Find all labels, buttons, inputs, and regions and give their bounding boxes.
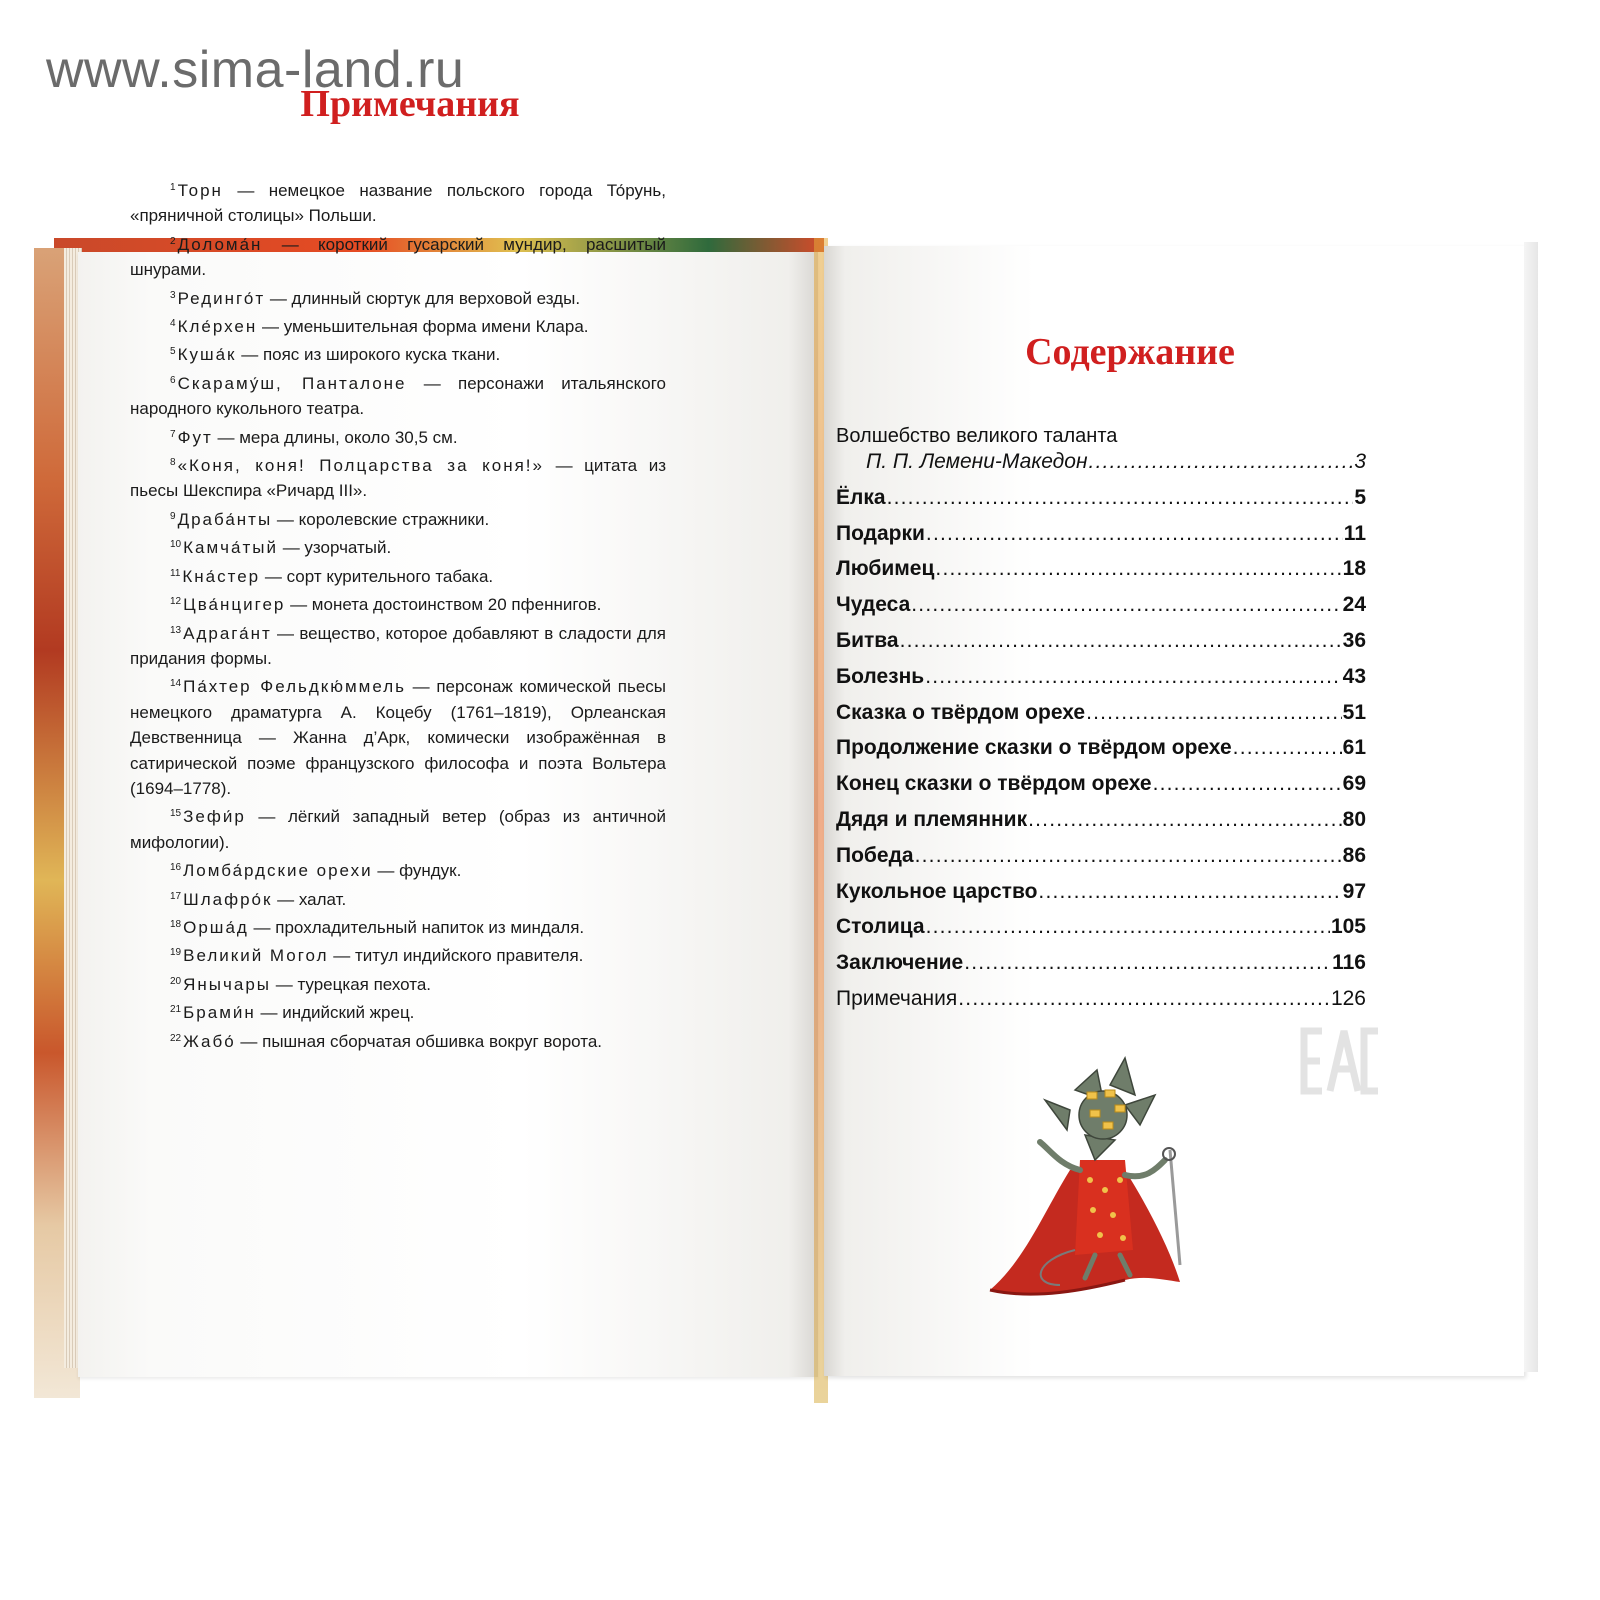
note-number: 9 (170, 510, 176, 522)
toc-entry (836, 808, 1366, 844)
toc-head: Волшебство великого таланта (836, 425, 1118, 447)
toc-entry-page: 43 (1342, 664, 1366, 688)
note-item (130, 618, 666, 672)
toc-entry-title: П. П. Лемени-Македон (866, 450, 1088, 473)
notes-list (130, 175, 666, 1054)
note-item (130, 504, 666, 532)
note-term: Камча́тый (183, 538, 278, 558)
note-text: — лёгкий западный ветер (образ из античной мифологии). (130, 807, 666, 852)
note-item (130, 175, 666, 229)
toc-entry (836, 665, 1366, 701)
toc-entry (836, 701, 1366, 737)
right-page-edge (1524, 242, 1538, 1372)
toc-leader-dots (1038, 880, 1341, 904)
toc-entry-page: 61 (1342, 736, 1366, 760)
note-item (130, 532, 666, 560)
toc-leader-dots (958, 987, 1330, 1011)
toc-entry-title: Столица (836, 915, 925, 939)
note-text: — мера длины, около 30,5 см. (212, 427, 458, 447)
toc-entry-page: 5 (1354, 485, 1366, 509)
toc-entry-page: 3 (1354, 450, 1366, 473)
toc-entry (836, 915, 1366, 951)
toc-entry-title: Продолжение сказки о твёрдом орехе (836, 736, 1232, 760)
toc-entry-title: Чудеса (836, 593, 911, 617)
note-text: — узорчатый. (277, 538, 392, 558)
note-text: — королевские стражники. (272, 509, 490, 529)
note-number: 14 (170, 678, 182, 690)
note-number: 11 (170, 567, 181, 579)
toc-entry-page: 69 (1342, 772, 1366, 796)
note-item (130, 884, 666, 912)
note-term: Ломба́рдские орехи (183, 861, 373, 881)
note-text: — вещество, которое добавляют в сладости для придания формы. (130, 623, 666, 668)
note-item (130, 1026, 666, 1054)
toc-entry-title: Подарки (836, 521, 925, 545)
note-term: Шлафро́к (183, 889, 273, 909)
note-item (130, 283, 666, 311)
note-term: «Коня, коня! Полцарства за коня!» (177, 456, 544, 476)
toc-entry (836, 951, 1366, 987)
toc-entry (836, 450, 1366, 486)
toc-leader-dots (964, 951, 1331, 975)
note-text: — длинный сюртук для верховой езды. (265, 288, 581, 308)
toc-entry-title: Победа (836, 843, 914, 867)
note-term: Адрага́нт (183, 623, 272, 643)
note-number: 21 (170, 1004, 182, 1016)
toc-entry (836, 486, 1366, 522)
note-text: — фундук. (372, 861, 462, 881)
note-item (130, 229, 666, 283)
toc-entry-page: 51 (1342, 700, 1366, 724)
note-term: Рединго́т (177, 288, 266, 308)
note-number: 17 (170, 890, 182, 902)
note-term: Зефи́р (183, 807, 246, 827)
note-term: Долома́н (177, 234, 263, 254)
note-text: — титул индийского правителя. (328, 946, 584, 966)
note-item (130, 589, 666, 617)
note-item (130, 368, 666, 422)
toc-title: Содержание (1025, 331, 1235, 373)
note-item (130, 940, 666, 968)
note-number: 8 (170, 457, 176, 469)
note-term: Янычары (183, 974, 271, 994)
note-item (130, 855, 666, 883)
table-of-contents (836, 422, 1366, 1023)
note-item (130, 801, 666, 855)
note-text: — индийский жрец. (255, 1003, 415, 1023)
note-term: Куша́к (177, 345, 237, 365)
note-text: — пояс из широкого куска ткани. (236, 345, 501, 365)
toc-entry (836, 880, 1366, 916)
toc-entry-page: 24 (1342, 593, 1366, 617)
note-item (130, 311, 666, 339)
toc-entry-page: 80 (1342, 807, 1366, 831)
note-number: 12 (170, 596, 182, 608)
mouse-king-illustration (975, 1050, 1255, 1310)
toc-entry (836, 736, 1366, 772)
toc-entry-title: Кукольное царство (836, 879, 1038, 903)
toc-entry-title: Заключение (836, 951, 964, 975)
note-number: 16 (170, 862, 182, 874)
note-text: — немецкое название польского города То́рунь, «пряничной столицы» Польши. (130, 181, 666, 226)
note-term: Цва́нцигер (183, 595, 286, 615)
toc-entry-title: Примечания (836, 986, 958, 1010)
note-item (130, 671, 666, 801)
toc-entry (836, 557, 1366, 593)
toc-leader-dots (1233, 736, 1342, 760)
note-term: Орша́д (183, 917, 249, 937)
note-number: 3 (170, 289, 176, 301)
toc-entry-page: 36 (1342, 628, 1366, 652)
note-text: — пышная сборчатая обшивка вокруг ворота. (235, 1031, 603, 1051)
note-text: — короткий гусарский мундир, расшитый шнурами. (130, 234, 666, 280)
toc-entry-title: Сказка о твёрдом орехе (836, 700, 1086, 724)
notes-title: Примечания (300, 83, 520, 125)
toc-entry (836, 522, 1366, 558)
toc-leader-dots (1153, 772, 1342, 796)
note-text: — халат. (272, 889, 347, 909)
note-number: 7 (170, 428, 176, 440)
note-number: 2 (170, 235, 176, 247)
toc-entry-title: Любимец (836, 557, 935, 581)
note-item (130, 997, 666, 1025)
toc-entry-page: 97 (1342, 879, 1366, 903)
toc-leader-dots (1028, 808, 1342, 832)
note-number: 22 (170, 1032, 182, 1044)
note-number: 19 (170, 947, 182, 959)
note-item (130, 450, 666, 504)
note-text: — турецкая пехота. (271, 974, 432, 994)
note-number: 15 (170, 808, 182, 820)
note-term: Великий Могол (183, 946, 329, 966)
note-term: Жабо́ (183, 1031, 236, 1051)
note-term: Брами́н (183, 1003, 256, 1023)
toc-entry-title: Конец сказки о твёрдом орехе (836, 772, 1152, 796)
toc-entry-page: 116 (1332, 951, 1366, 975)
note-term: Фут (177, 427, 213, 447)
toc-leader-dots (925, 665, 1341, 689)
toc-leader-dots (1089, 450, 1354, 474)
note-number: 1 (170, 182, 176, 193)
toc-entry-page: 126 (1330, 986, 1366, 1010)
note-number: 10 (170, 539, 182, 551)
toc-entry (836, 593, 1366, 629)
note-item (130, 339, 666, 367)
note-text: — персонаж комической пьесы немецкого драматурга А. Коцебу (1761–1819), Орлеанская Девственница — Жанна д’Арк, комически изображённая в сатирической поэме французского философа и поэта Вольтера (1694–1778). (130, 677, 667, 798)
note-text: — сорт курительного табака. (260, 566, 494, 586)
note-number: 6 (170, 374, 176, 386)
note-term: Драба́нты (177, 509, 273, 529)
toc-entry-page: 11 (1343, 521, 1366, 545)
toc-entry-page: 86 (1342, 843, 1366, 867)
note-text: — персонажи итальянского народного кукольного театра. (130, 373, 666, 419)
note-item (130, 422, 666, 450)
toc-entry (836, 772, 1366, 808)
toc-entry (836, 844, 1366, 880)
toc-leader-dots (911, 593, 1341, 617)
note-term: Кле́рхен (177, 317, 258, 337)
toc-entry-title: Битва (836, 628, 899, 652)
toc-entry-page: 105 (1330, 915, 1366, 939)
toc-leader-dots (926, 522, 1343, 546)
note-term: Скараму́ш, Панталоне (177, 373, 407, 393)
note-text: — монета достоинством 20 пфеннигов. (285, 595, 602, 615)
note-text: — прохладительный напиток из миндаля. (248, 917, 585, 937)
toc-entry (836, 629, 1366, 665)
note-term: Па́хтер Фельдкю́ммель (183, 677, 407, 697)
toc-entry-page: 18 (1342, 557, 1366, 581)
toc-leader-dots (900, 629, 1342, 653)
toc-leader-dots (935, 557, 1341, 581)
note-text: — цитата из пьесы Шекспира «Ричард III». (130, 456, 666, 501)
note-term: Кна́стер (182, 566, 261, 586)
note-item (130, 969, 666, 997)
note-text: — уменьшительная форма имени Клара. (257, 317, 589, 337)
toc-entry (836, 987, 1366, 1023)
note-number: 20 (170, 975, 182, 987)
note-item (130, 912, 666, 940)
note-term: Торн (177, 181, 223, 200)
site-watermark: www.sima-land.ru (46, 41, 465, 99)
toc-entry-title: Дядя и племянник (836, 807, 1028, 831)
note-number: 13 (170, 624, 182, 636)
note-number: 5 (170, 346, 176, 358)
toc-entry-title: Болезнь (836, 664, 925, 688)
note-number: 4 (170, 318, 176, 330)
note-number: 18 (170, 918, 182, 930)
toc-leader-dots (887, 486, 1354, 510)
toc-leader-dots (915, 844, 1342, 868)
toc-leader-dots (1086, 701, 1342, 725)
note-item (130, 561, 666, 589)
toc-entry-title: Ёлка (836, 485, 886, 509)
eac-mark-icon (1300, 1025, 1380, 1097)
toc-leader-dots (926, 915, 1330, 939)
